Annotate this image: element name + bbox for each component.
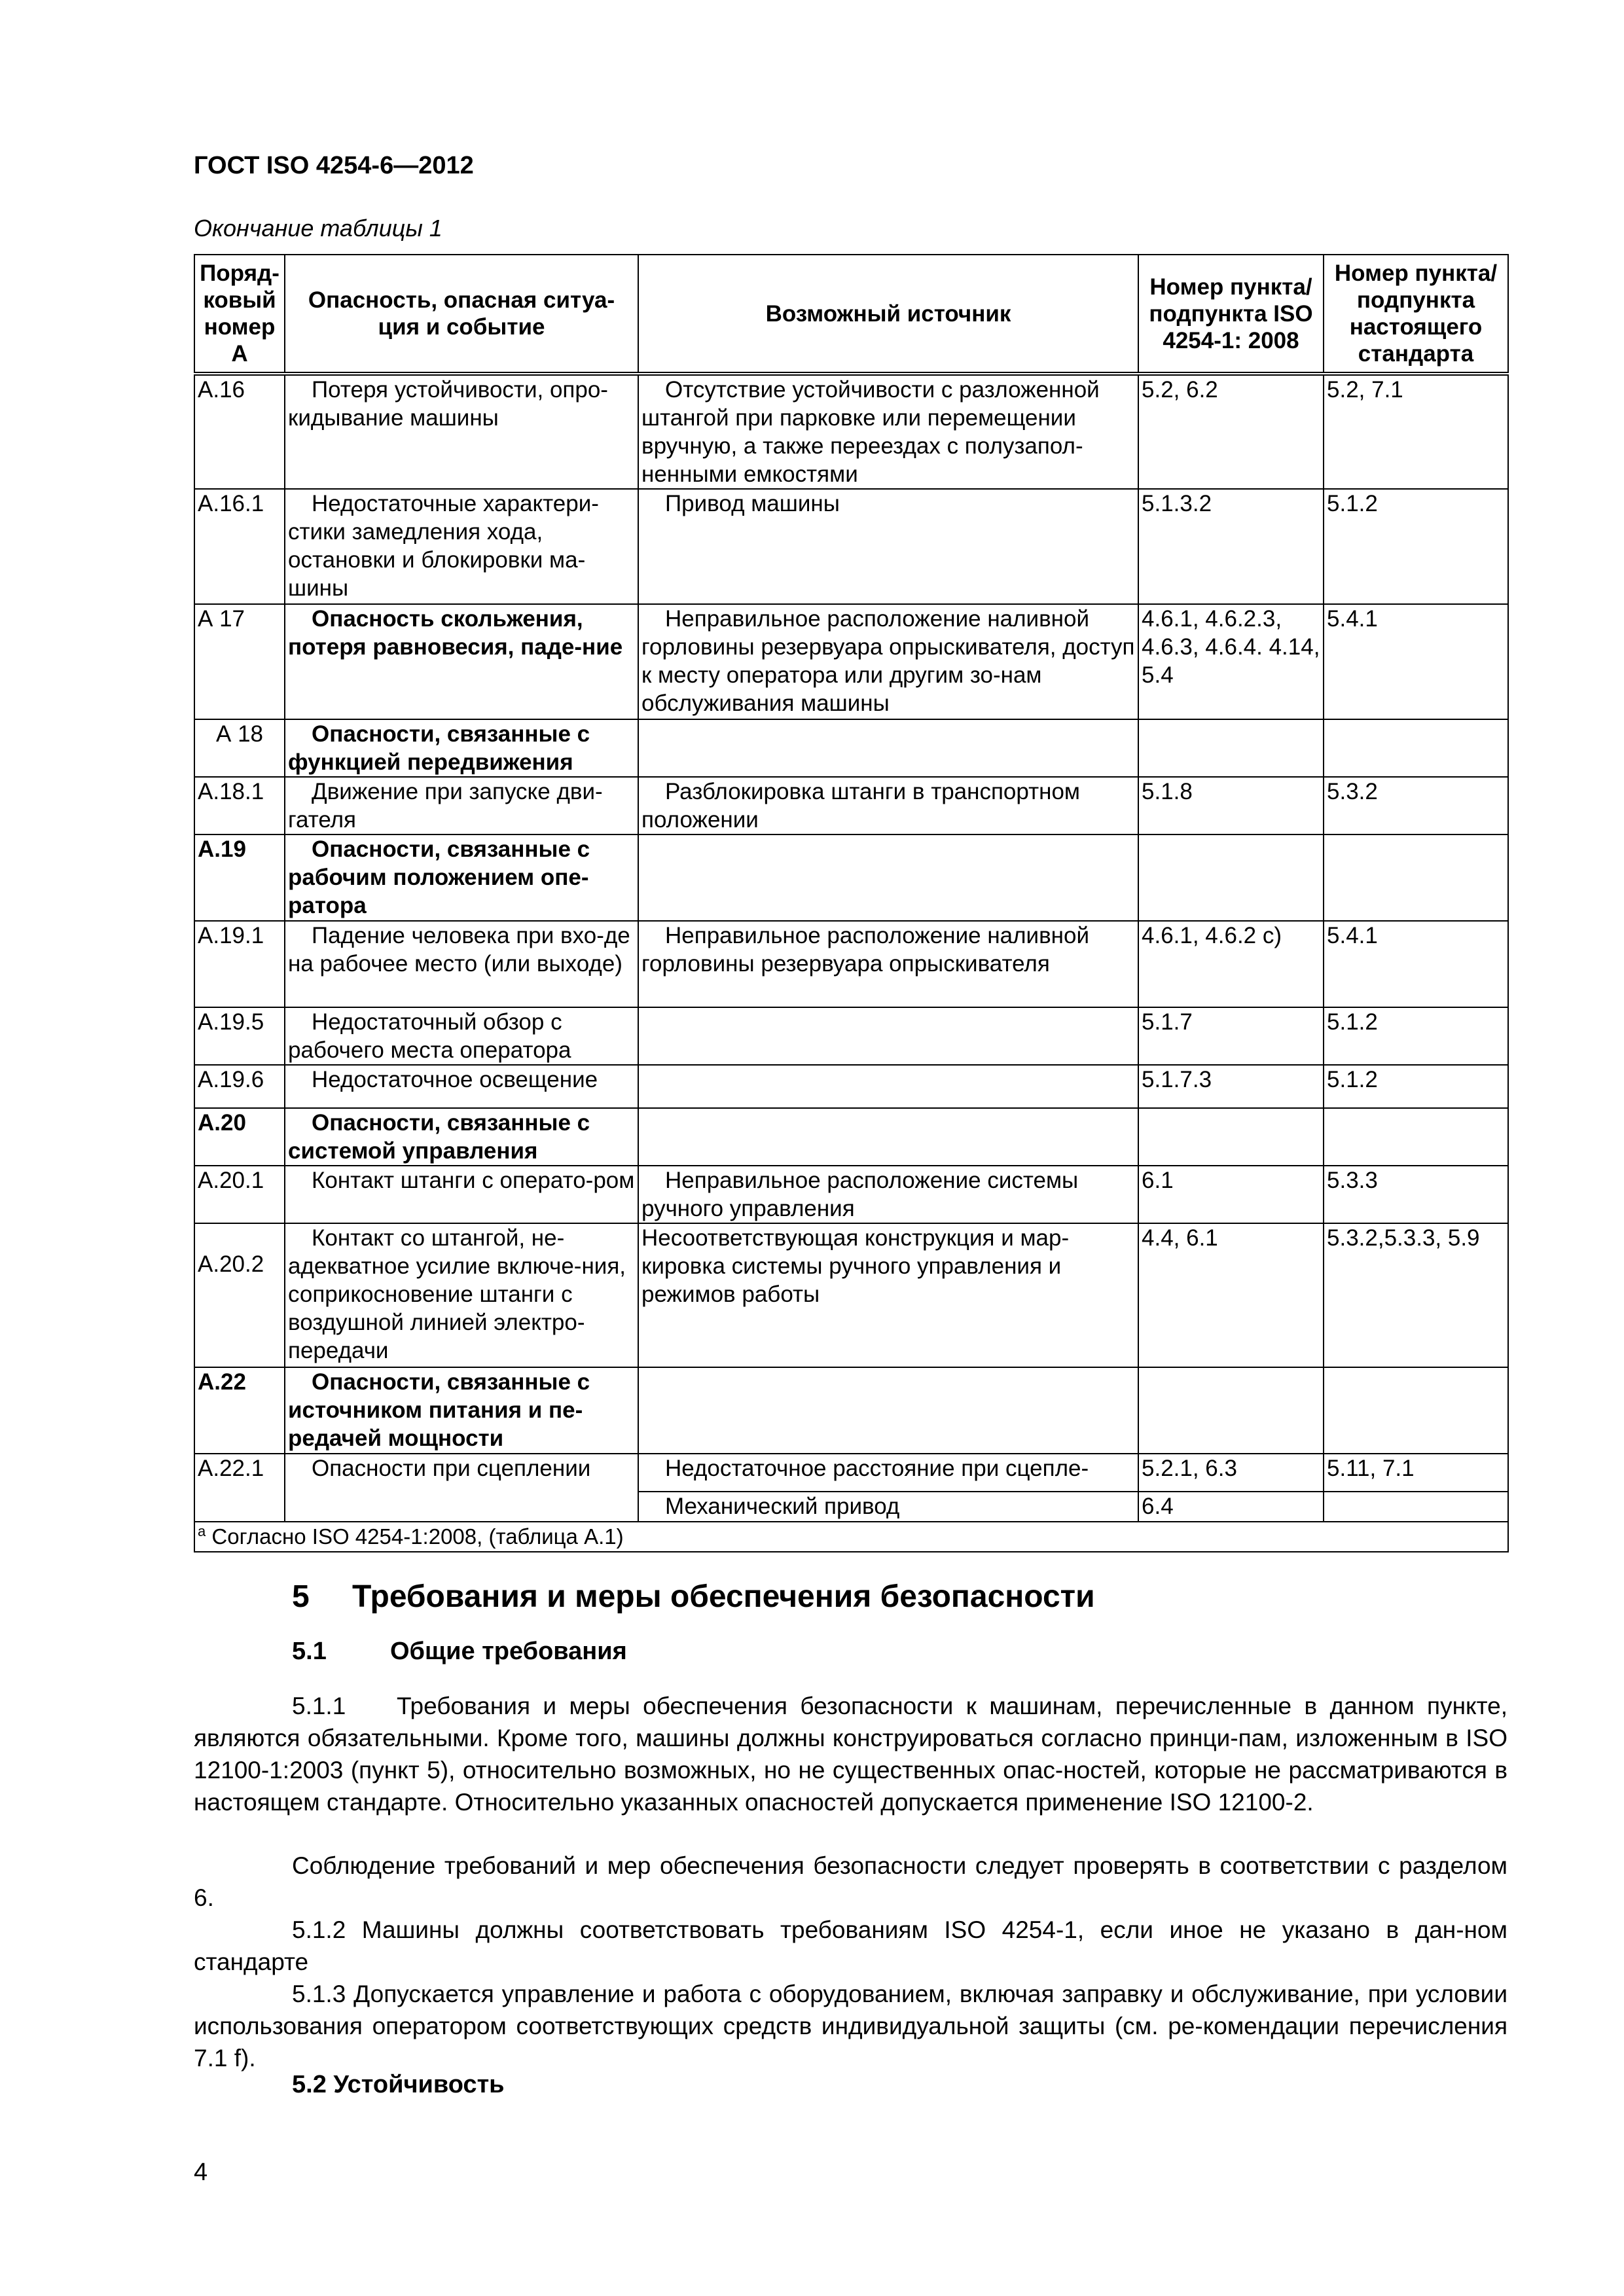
section-5-1-number: 5.1 [292, 1638, 327, 1665]
row-number: А.20.1 [194, 1166, 285, 1223]
table-row [194, 1166, 1508, 1223]
row-std-clause: 5.1.2 [1324, 1007, 1508, 1065]
table-row [194, 1007, 1508, 1065]
row-hazard: Недостаточные характери-стики замедления хода, остановки и блокировки ма-шины [285, 489, 638, 604]
footnote-text: Согласно ISO 4254-1:2008, (таблица А.1) [211, 1524, 624, 1549]
paragraph-5-1-2 [194, 1914, 1507, 1978]
row-std-clause: 5.1.2 [1324, 1065, 1508, 1108]
column-header: Опасность, опасная ситуа-ция и событие [285, 255, 638, 374]
row-source: Несоответствующая конструкция и мар-кировка системы ручного управления и режимов работы [638, 1223, 1138, 1367]
row-hazard: Движение при запуске дви-гателя [285, 777, 638, 834]
row-hazard: Опасности, связанные с рабочим положением опе-ратора [285, 834, 638, 921]
row-source: Неправильное расположение наливной горловины резервуара опрыскивателя, доступ к месту оператора или другим зо-нам обслуживания машины [638, 604, 1138, 719]
table-row [194, 921, 1508, 1007]
row-iso-clause: 5.1.7.3 [1138, 1065, 1324, 1108]
row-std-clause: 5.4.1 [1324, 921, 1508, 1007]
column-header: Возможный источник [638, 255, 1138, 374]
document-header: ГОСТ ISO 4254-6—2012 [194, 152, 474, 179]
row-std-clause: 5.3.2,5.3.3, 5.9 [1324, 1223, 1508, 1367]
table-row [194, 1367, 1508, 1454]
row-source [638, 834, 1138, 921]
row-number: А.20 [194, 1108, 285, 1166]
row-iso-clause: 5.1.7 [1138, 1007, 1324, 1065]
column-header: Номер пункта/ подпункта ISO 4254-1: 2008 [1138, 255, 1324, 374]
table-row [194, 604, 1508, 719]
row-source [638, 1065, 1138, 1108]
row-number: А.19.5 [194, 1007, 285, 1065]
page-number: 4 [194, 2159, 208, 2186]
paragraph-text: 5.1.2 Машины должны соответствовать требованиям ISO 4254-1, если иное не указано в дан-ном стандарте [194, 1916, 1507, 1975]
row-number: А.18.1 [194, 777, 285, 834]
table-header-row [194, 255, 1508, 374]
table-row [194, 489, 1508, 604]
row-source [638, 1007, 1138, 1065]
row-std-clause [1324, 834, 1508, 921]
row-number: А.19 [194, 834, 285, 921]
section-5-2-heading: 5.2 Устойчивость [292, 2071, 505, 2098]
row-number: А.20.2 [194, 1223, 285, 1367]
row-iso-clause: 4.6.1, 4.6.2.3, 4.6.3, 4.6.4. 4.14, 5.4 [1138, 604, 1324, 719]
row-iso-clause: 5.1.8 [1138, 777, 1324, 834]
row-hazard: Падение человека при вхо-де на рабочее место (или выходе) [285, 921, 638, 1007]
row-std-clause [1324, 1108, 1508, 1166]
table-footnote-row [194, 1522, 1508, 1552]
table-row [194, 777, 1508, 834]
row-source: Неправильное расположение системы ручного управления [638, 1166, 1138, 1223]
row-std-clause: 5.11, 7.1 [1324, 1454, 1508, 1492]
paragraph-text: 5.1.1 Требования и меры обеспечения безопасности к машинам, перечисленные в данном пункте, являются обязательными. Кроме того, машины должны конструироваться согласно принци-пам, изложенным в ISO 12100-1:2003 (пункт 5), относительно возможных, но не существенных опас-ностей, которые не рассматриваются в настоящем стандарте. Относительно указанных опасностей допускается применение ISO 12100-2. [194, 1693, 1515, 1816]
row-iso-clause: 6.1 [1138, 1166, 1324, 1223]
row-std-clause: 5.3.3 [1324, 1166, 1508, 1223]
table-footnote [194, 1522, 1508, 1552]
row-std-clause: 5.1.2 [1324, 489, 1508, 604]
row-number: А.22.1 [194, 1454, 285, 1522]
row-iso-clause: 4.4, 6.1 [1138, 1223, 1324, 1367]
section-5-number: 5 [292, 1579, 310, 1614]
column-header: Поряд-ковый номер А [194, 255, 285, 374]
row-hazard: Недостаточное освещение [285, 1065, 638, 1108]
row-number: А 18 [194, 719, 285, 777]
table-row [194, 374, 1508, 489]
row-std-clause [1324, 1492, 1508, 1522]
row-source: Механический привод [638, 1492, 1138, 1522]
row-std-clause [1324, 719, 1508, 777]
row-iso-clause [1138, 1108, 1324, 1166]
column-header: Номер пункта/ подпункта настоящего стандарта [1324, 255, 1508, 374]
table-row [194, 1065, 1508, 1108]
row-std-clause: 5.4.1 [1324, 604, 1508, 719]
row-iso-clause: 5.2.1, 6.3 [1138, 1454, 1324, 1492]
section-5-heading [292, 1579, 1095, 1615]
paragraph-5-1-1 [194, 1690, 1515, 1818]
paragraph-text: Соблюдение требований и мер обеспечения безопасности следует проверять в соответствии с разделом 6. [194, 1852, 1507, 1911]
row-hazard: Опасность скольжения, потеря равновесия, паде-ние [285, 604, 638, 719]
row-source: Привод машины [638, 489, 1138, 604]
table-row [194, 719, 1508, 777]
row-number: А.19.6 [194, 1065, 285, 1108]
row-hazard: Опасности, связанные с источником питания и пе-редачей мощности [285, 1367, 638, 1454]
row-source [638, 719, 1138, 777]
table-continuation-caption: Окончание таблицы 1 [194, 215, 442, 242]
row-std-clause: 5.2, 7.1 [1324, 374, 1508, 489]
row-source [638, 1367, 1138, 1454]
row-number: А.16 [194, 374, 285, 489]
row-iso-clause: 4.6.1, 4.6.2 c) [1138, 921, 1324, 1007]
row-source [638, 1108, 1138, 1166]
row-hazard: Недостаточный обзор с рабочего места оператора [285, 1007, 638, 1065]
row-number: А.22 [194, 1367, 285, 1454]
table-row [194, 1223, 1508, 1367]
row-iso-clause: 6.4 [1138, 1492, 1324, 1522]
section-5-1-title: Общие требования [390, 1638, 627, 1665]
row-std-clause: 5.3.2 [1324, 777, 1508, 834]
row-number: А.16.1 [194, 489, 285, 604]
row-iso-clause [1138, 834, 1324, 921]
row-hazard: Опасности, связанные с функцией передвижения [285, 719, 638, 777]
hazards-table [194, 254, 1509, 1552]
row-source: Отсутствие устойчивости с разложенной штангой при парковке или перемещении вручную, а также переездах с полузапол-ненными емкостями [638, 374, 1138, 489]
row-iso-clause [1138, 719, 1324, 777]
row-number: А 17 [194, 604, 285, 719]
row-number: А.19.1 [194, 921, 285, 1007]
table-row [194, 1108, 1508, 1166]
row-hazard: Контакт со штангой, не-адекватное усилие включе-ния, соприкосновение штанги с воздушной линией электро-передачи [285, 1223, 638, 1367]
row-hazard: Опасности при сцеплении [285, 1454, 638, 1522]
section-5-title: Требования и меры обеспечения безопасности [352, 1579, 1095, 1614]
row-source: Разблокировка штанги в транспортном положении [638, 777, 1138, 834]
row-iso-clause: 5.1.3.2 [1138, 489, 1324, 604]
row-hazard: Потеря устойчивости, опро-кидывание машины [285, 374, 638, 489]
table-row [194, 834, 1508, 921]
row-source: Неправильное расположение наливной горловины резервуара опрыскивателя [638, 921, 1138, 1007]
row-iso-clause: 5.2, 6.2 [1138, 374, 1324, 489]
row-iso-clause [1138, 1367, 1324, 1454]
paragraph-5-1-3 [194, 1978, 1507, 2074]
section-5-1-heading [292, 1638, 627, 1666]
row-hazard: Опасности, связанные с системой управления [285, 1108, 638, 1166]
row-std-clause [1324, 1367, 1508, 1454]
row-source: Недостаточное расстояние при сцепле- [638, 1454, 1138, 1492]
footnote-mark: а [198, 1523, 206, 1539]
paragraph-text: 5.1.3 Допускается управление и работа с оборудованием, включая заправку и обслуживание, при условии использования оператором соответствующих средств индивидуальной защиты (см. ре-комендации перечисления 7.1 f). [194, 1981, 1507, 2072]
row-hazard: Контакт штанги с операто-ром [285, 1166, 638, 1223]
table-row [194, 1454, 1508, 1492]
paragraph-5-1-1-compliance [194, 1850, 1507, 1914]
